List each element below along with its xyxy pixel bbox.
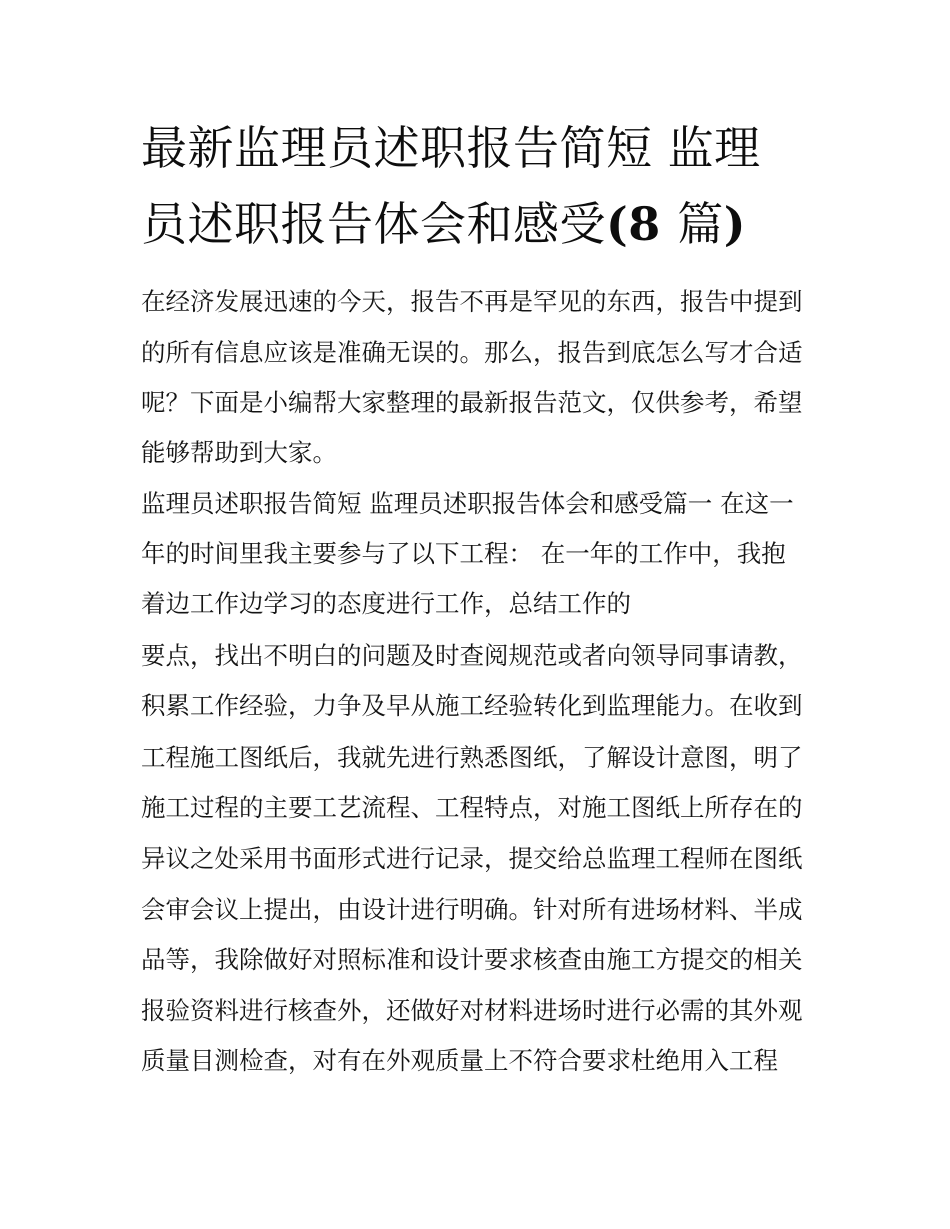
- body-line-5: 异议之处采用书面形式进行记录，提交给总监理工程师在图纸: [141, 844, 803, 873]
- title-count-unit: 篇: [677, 197, 724, 251]
- title-count-open: (8: [606, 197, 678, 251]
- intro-line-2: 的所有信息应该是准确无误的。那么，报告到底怎么写才合适: [141, 338, 803, 367]
- body-line-9: 质量目测检查，对有在外观质量上不符合要求杜绝用入工程: [141, 1046, 778, 1075]
- section-line-2: 年的时间里我主要参与了以下工程： 在一年的工作中，我抱: [141, 539, 786, 568]
- title-count-close: ): [723, 197, 747, 251]
- title-line-1: 最新监理员述职报告简短 监理: [141, 121, 761, 175]
- body-line-2: 积累工作经验，力争及早从施工经验转化到监理能力。在收到: [141, 691, 803, 720]
- intro-line-3: 呢？下面是小编帮大家整理的最新报告范文，仅供参考，希望: [141, 388, 803, 417]
- intro-line-1: 在经济发展迅速的今天，报告不再是罕见的东西，报告中提到: [141, 287, 803, 316]
- intro-line-4: 能够帮助到大家。: [141, 438, 337, 467]
- body-line-6: 会审会议上提出，由设计进行明确。针对所有进场材料、半成: [141, 895, 803, 924]
- section-line-3: 着边工作边学习的态度进行工作，总结工作的: [141, 589, 631, 618]
- body-line-8: 报验资料进行核查外，还做好对材料进场时进行必需的其外观: [141, 996, 803, 1025]
- title-line-2: 员述职报告体会和感受(8 篇): [141, 197, 747, 251]
- body-line-3: 工程施工图纸后，我就先进行熟悉图纸，了解设计意图，明了: [141, 743, 803, 772]
- section-line-1: 监理员述职报告简短 监理员述职报告体会和感受篇一 在这一: [141, 489, 794, 518]
- body-line-1: 要点，找出不明白的问题及时查阅规范或者向领导同事请教，: [141, 641, 803, 670]
- body-line-4: 施工过程的主要工艺流程、工程特点，对施工图纸上所存在的: [141, 793, 803, 822]
- body-line-7: 品等，我除做好对照标准和设计要求核查由施工方提交的相关: [141, 945, 803, 974]
